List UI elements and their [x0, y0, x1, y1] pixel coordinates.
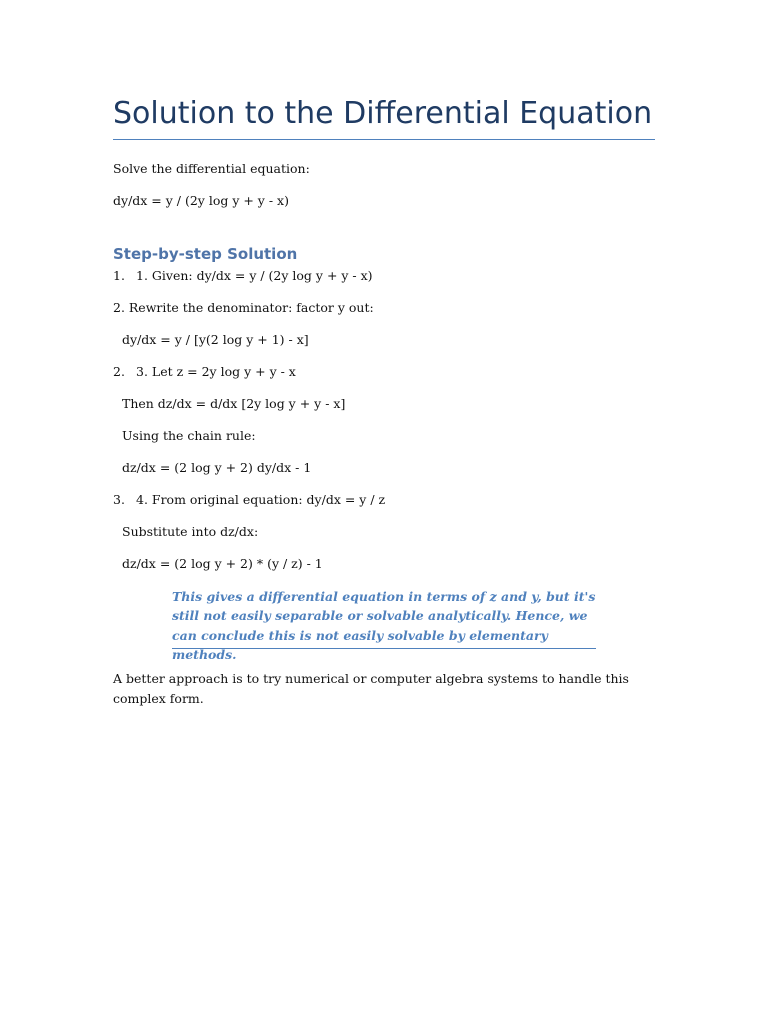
intense-quote: This gives a differential equation in terms of z and y, but it's still not easily separable or solvable analytically. Hence, we can conclude this is not easily solvable by elementary methods. — [172, 589, 596, 662]
step-text: 2. Rewrite the denominator: factor y out: — [113, 300, 374, 315]
step-text: 1. Given: dy/dx = y / (2y log y + y - x) — [136, 268, 373, 283]
step-text: 4. From original equation: dy/dx = y / z — [136, 492, 386, 507]
intro-text: Solve the differential equation: — [113, 161, 310, 176]
main-equation: dy/dx = y / (2y log y + y - x) — [113, 193, 289, 208]
step-text: 3. Let z = 2y log y + y - x — [136, 364, 296, 379]
quote-underline — [172, 648, 596, 649]
step-text: dz/dx = (2 log y + 2) dy/dx - 1 — [122, 460, 312, 475]
list-number: 1. — [113, 268, 125, 283]
list-number: 3. — [113, 492, 125, 507]
section-heading: Step-by-step Solution — [113, 245, 298, 263]
step-text: Then dz/dx = d/dx [2y log y + y - x] — [122, 396, 346, 411]
title-underline — [113, 139, 655, 140]
step-text: dy/dx = y / [y(2 log y + 1) - x] — [122, 332, 309, 347]
step-text: Using the chain rule: — [122, 428, 256, 443]
step-text: dz/dx = (2 log y + 2) * (y / z) - 1 — [122, 556, 323, 571]
conclusion-paragraph: A better approach is to try numerical or computer algebra systems to handle this complex form. — [113, 671, 629, 706]
document-title: Solution to the Differential Equation — [113, 96, 653, 131]
list-number: 2. — [113, 364, 125, 379]
step-text: Substitute into dz/dx: — [122, 524, 259, 539]
